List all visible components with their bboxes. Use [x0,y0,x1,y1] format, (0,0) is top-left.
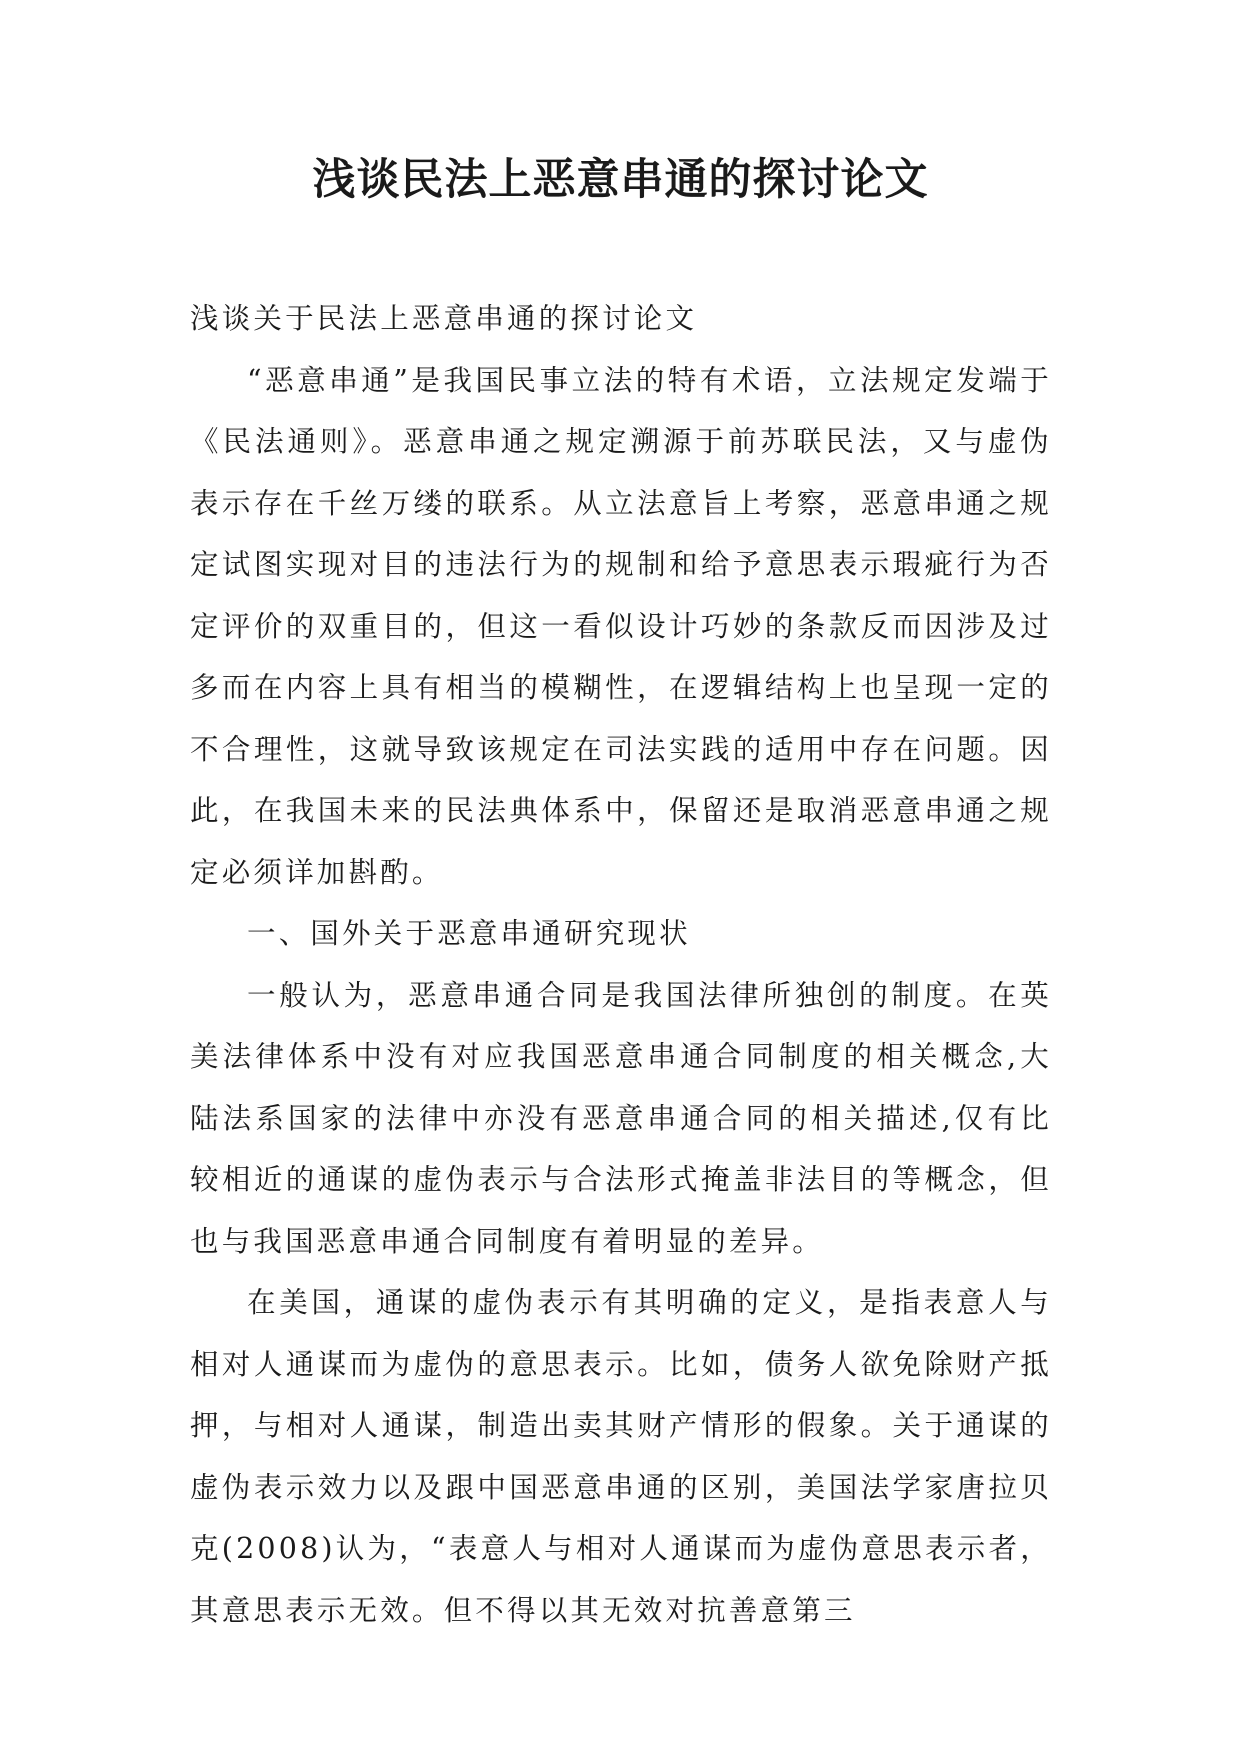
subtitle-line: 浅谈关于民法上恶意串通的探讨论文 [190,302,698,335]
paragraph-usa: 在美国，通谋的虚伪表示有其明确的定义，是指表意人与相对人通谋而为虚伪的意思表示。比如，债务人欲免除财产抵押，与相对人通谋，制造出卖其财产情形的假象。关于通谋的虚伪表示效力以及跟中国恶意串通的区别，美国法学家唐拉贝克(2008)认为，“表意人与相对人通谋而为虚伪意思表示者，其意思表示无效。但不得以其无效对抗善意第三 [190,1286,1052,1627]
paragraph-overview: 一般认为，恶意串通合同是我国法律所独创的制度。在英美法律体系中没有对应我国恶意串通合同制度的相关概念,大陆法系国家的法律中亦没有恶意串通合同的相关描述,仅有比较相近的通谋的虚伪表示与合法形式掩盖非法目的等概念，但也与我国恶意串通合同制度有着明显的差异。 [190,978,1052,1258]
document-title: 浅谈民法上恶意串通的探讨论文 [312,155,929,205]
paragraph-intro: “恶意串通”是我国民事立法的特有术语，立法规定发端于《民法通则》。恶意串通之规定溯源于前苏联民法，又与虚伪表示存在千丝万缕的联系。从立法意旨上考察，恶意串通之规定试图实现对目的违法行为的规制和给予意思表示瑕疵行为否定评价的双重目的，但这一看似设计巧妙的条款反而因涉及过多而在内容上具有相当的模糊性，在逻辑结构上也呈现一定的不合理性，这就导致该规定在司法实践的适用中存在问题。因此，在我国未来的民法典体系中，保留还是取消恶意串通之规定必须详加斟酌。 [190,363,1052,889]
section-heading-1: 一、国外关于恶意串通研究现状 [247,917,691,950]
document-body [190,288,1052,1641]
